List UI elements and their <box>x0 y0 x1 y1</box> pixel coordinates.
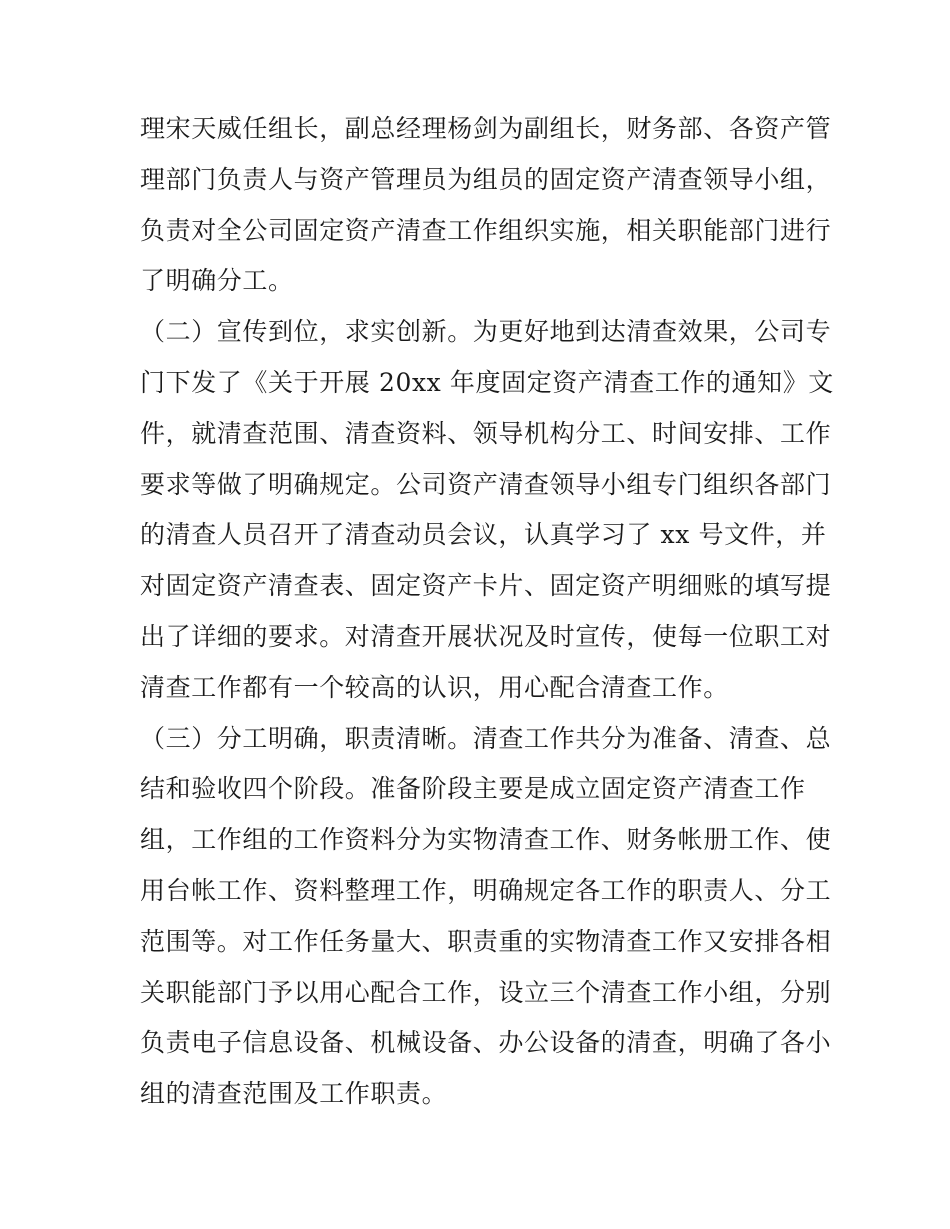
text-line: 结和验收四个阶段。准备阶段主要是成立固定资产清查工作 <box>140 774 806 804</box>
text-line: 出了详细的要求。对清查开展状况及时宣传，使每一位职工对 <box>140 621 832 651</box>
text-line: 对固定资产清查表、固定资产卡片、固定资产明细账的填写提 <box>140 571 832 601</box>
text-line: 组的清查范围及工作职责。 <box>140 1079 448 1109</box>
text-line: 门下发了《关于开展 20xx 年度固定资产清查工作的通知》文 <box>140 367 834 397</box>
section-three-heading-line: （三）分工明确，职责清晰。清查工作共分为准备、清查、总 <box>140 723 832 753</box>
text-line: 用台帐工作、资料整理工作，明确规定各工作的职责人、分工 <box>140 875 832 905</box>
text-line: 范围等。对工作任务量大、职责重的实物清查工作又安排各相 <box>140 926 832 956</box>
text-line: 了明确分工。 <box>140 266 294 296</box>
body-text <box>140 104 834 1120</box>
text-line: 组，工作组的工作资料分为实物清查工作、财务帐册工作、使 <box>140 825 832 855</box>
text-line: 的清查人员召开了清查动员会议，认真学习了 xx 号文件，并 <box>140 520 827 550</box>
text-line: 关职能部门予以用心配合工作，设立三个清查工作小组，分别 <box>140 977 832 1007</box>
text-line: 件，就清查范围、清查资料、领导机构分工、时间安排、工作 <box>140 418 832 448</box>
text-line: 负责电子信息设备、机械设备、办公设备的清查，明确了各小 <box>140 1028 832 1058</box>
text-line: 理部门负责人与资产管理员为组员的固定资产清查领导小组， <box>140 164 832 194</box>
text-line: 要求等做了明确规定。公司资产清查领导小组专门组织各部门 <box>140 469 832 499</box>
text-line: 清查工作都有一个较高的认识，用心配合清查工作。 <box>140 672 729 702</box>
text-line: 理宋天威任组长，副总经理杨剑为副组长，财务部、各资产管 <box>140 114 832 143</box>
text-line: 负责对全公司固定资产清查工作组织实施，相关职能部门进行 <box>140 215 832 245</box>
section-two-heading-line: （二）宣传到位，求实创新。为更好地到达清查效果，公司专 <box>140 317 832 347</box>
